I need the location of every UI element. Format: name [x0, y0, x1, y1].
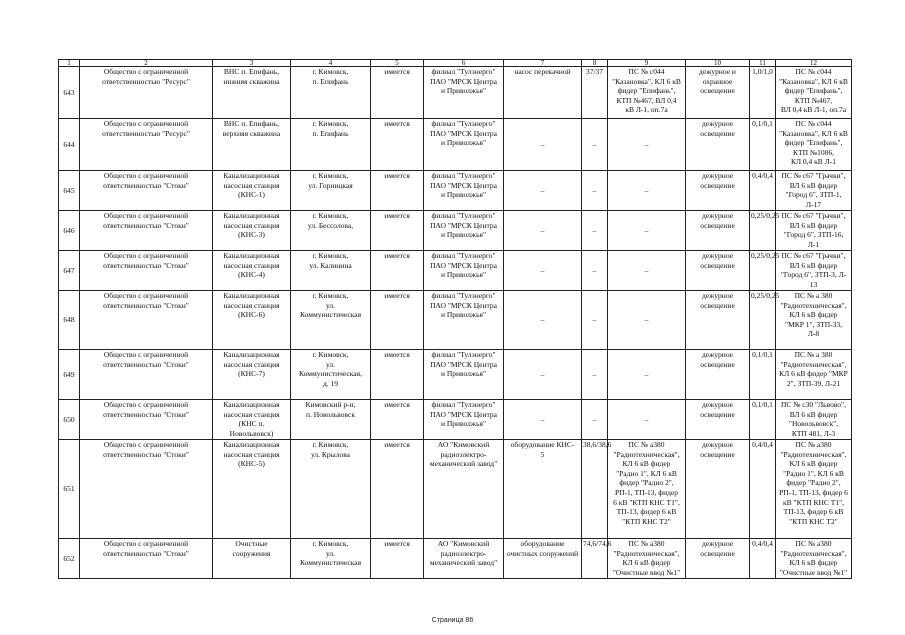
availability-cell: имеется: [371, 251, 424, 291]
address-cell: г. Кимовск, ул. Коммунистическая: [291, 539, 371, 579]
column-number-4: 4: [291, 60, 371, 67]
equipment-cell: –: [504, 119, 582, 171]
lighting-cell: дежурное освещение: [686, 350, 750, 400]
object-cell: Канализационная насосная станция (КНС-4): [213, 251, 291, 291]
supply-source-cell: –: [608, 119, 686, 171]
lighting-power-cell: 1,0/1,0: [750, 67, 776, 119]
row-number: 643: [59, 67, 80, 119]
table-row: [59, 171, 852, 211]
availability-cell: имеется: [371, 291, 424, 350]
supplier-cell: филиал "Тулэнерго" ПАО "МРСК Центра и Приволжья": [424, 350, 504, 400]
row-number: 644: [59, 119, 80, 171]
table-row: [59, 291, 852, 350]
address-cell: г. Кимовск, ул. Коммунистическая: [291, 291, 371, 350]
availability-cell: имеется: [371, 211, 424, 251]
organization-cell: Общество с ограниченной ответственностью "Стоки": [80, 251, 213, 291]
register-table: [58, 59, 852, 579]
column-number-1: 1: [59, 60, 80, 67]
lighting-cell: дежурное освещение: [686, 251, 750, 291]
equipment-cell: –: [504, 211, 582, 251]
table-row: [59, 67, 852, 119]
organization-cell: Общество с ограниченной ответственностью "Стоки": [80, 539, 213, 579]
row-number: 649: [59, 350, 80, 400]
row-number: 646: [59, 211, 80, 251]
equipment-cell: оборудование КНС- 5: [504, 440, 582, 539]
availability-cell: имеется: [371, 67, 424, 119]
organization-cell: Общество с ограниченной ответственностью "Стоки": [80, 350, 213, 400]
lighting-power-cell: 0,4/0,4: [750, 539, 776, 579]
supplier-cell: филиал "Тулэнерго" ПАО "МРСК Центра и Приволжья": [424, 291, 504, 350]
equipment-cell: –: [504, 350, 582, 400]
table-row: [59, 119, 852, 171]
power-cell: –: [582, 350, 608, 400]
supply-source-cell: ПС № а380 "Радиотехническая", КЛ 6 кВ фидер "Радио 1", КЛ 6 кВ фидер "Радио 2", РП-1, ТП-13, фидер 6 кВ "КТП КНС Т1", ТП-13, фидер 6 кВ "КТП КНС Т2": [608, 440, 686, 539]
address-cell: г. Кимовск, ул. Крылова: [291, 440, 371, 539]
table-row: [59, 350, 852, 400]
lighting-power-cell: 0,4/0,4: [750, 440, 776, 539]
address-cell: г. Кимовск, ул. Коммунистическая, д. 19: [291, 350, 371, 400]
lighting-source-cell: ПС № а380 "Радиотехническая", КЛ 6 кВ фидер "Очистные ввод №1": [776, 539, 852, 579]
lighting-source-cell: ПС № с67 "Грачки", ВЛ 6 кВ фидер "Город 6", ЗТП-16, Л-1: [776, 211, 852, 251]
object-cell: Канализационная насосная станция (КНС-5): [213, 440, 291, 539]
object-cell: Канализационная насосная станция (КНС-3): [213, 211, 291, 251]
lighting-source-cell: ПС № а 380 "Радиотехническая", КЛ 6 кВ фидер "МКР 2", ЗТП-39, Л-21: [776, 350, 852, 400]
lighting-cell: дежурное освещение: [686, 291, 750, 350]
power-cell: 74,6/74,6: [582, 539, 608, 579]
column-number-2: 2: [80, 60, 213, 67]
power-cell: –: [582, 211, 608, 251]
address-cell: г. Кимовск, п. Епифань: [291, 119, 371, 171]
organization-cell: Общество с ограниченной ответственностью "Стоки": [80, 440, 213, 539]
table-row: [59, 440, 852, 539]
organization-cell: Общество с ограниченной ответственностью "Стоки": [80, 211, 213, 251]
supplier-cell: филиал "Тулэнерго" ПАО "МРСК Центра и Приволжья": [424, 251, 504, 291]
column-number-6: 6: [424, 60, 504, 67]
equipment-cell: –: [504, 400, 582, 440]
row-number: 652: [59, 539, 80, 579]
row-number: 645: [59, 171, 80, 211]
lighting-cell: дежурное освещение: [686, 440, 750, 539]
address-cell: г. Кимовск, ул. Бессолова,: [291, 211, 371, 251]
object-cell: Канализационная насосная станция (КНС-1): [213, 171, 291, 211]
object-cell: Канализационная насосная станция (КНС-7): [213, 350, 291, 400]
supply-source-cell: –: [608, 291, 686, 350]
lighting-power-cell: 0,4/0,4: [750, 171, 776, 211]
object-cell: Канализационная насосная станция (КНС-6): [213, 291, 291, 350]
supplier-cell: филиал "Тулэнерго" ПАО "МРСК Центра и Приволжья": [424, 171, 504, 211]
lighting-source-cell: ПС № а 380 "Радиотехническая", КЛ 6 кВ фидер "МКР 1", ЗТП-33, Л-8: [776, 291, 852, 350]
page-number: Страница 86: [431, 617, 474, 624]
lighting-cell: дежурное и охранное освещение: [686, 67, 750, 119]
address-cell: г. Кимовск, ул. Горницкая: [291, 171, 371, 211]
object-cell: Очистные сооружения: [213, 539, 291, 579]
lighting-source-cell: ПС № с044 "Казановка", КЛ 6 кВ фидер "Епифань", КТП №1086, КЛ 0,4 кВ Л-1: [776, 119, 852, 171]
availability-cell: имеется: [371, 539, 424, 579]
column-number-5: 5: [371, 60, 424, 67]
lighting-source-cell: ПС № с67 "Грачки", ВЛ 6 кВ фидер "Город 6", ЗТП-3, Л- 13: [776, 251, 852, 291]
equipment-cell: оборудование очистных сооружений: [504, 539, 582, 579]
column-number-11: 11: [750, 60, 776, 67]
lighting-source-cell: ПС № с044 "Казановка", КЛ 6 кВ фидер "Епифань", КТП №467, ВЛ 0,4 кВ Л-1, оп.7а: [776, 67, 852, 119]
supply-source-cell: –: [608, 350, 686, 400]
availability-cell: имеется: [371, 440, 424, 539]
supplier-cell: АО "Кимовский радиоэлектро- механический завод": [424, 440, 504, 539]
row-number: 650: [59, 400, 80, 440]
supplier-cell: АО "Кимовский радиоэлектро- механический завод": [424, 539, 504, 579]
supply-source-cell: –: [608, 211, 686, 251]
organization-cell: Общество с ограниченной ответственностью "Стоки": [80, 291, 213, 350]
lighting-source-cell: ПС № с67 "Грачки", ВЛ 6 кВ фидер "Город 6", ЗТП-1, Л-17: [776, 171, 852, 211]
availability-cell: имеется: [371, 119, 424, 171]
object-cell: Канализационная насосная станция (КНС п. Новольвовск): [213, 400, 291, 440]
lighting-power-cell: 0,1/0,1: [750, 400, 776, 440]
organization-cell: Общество с ограниченной ответственностью "Ресурс": [80, 119, 213, 171]
lighting-cell: дежурное освещение: [686, 171, 750, 211]
table-row: [59, 211, 852, 251]
equipment-cell: –: [504, 251, 582, 291]
power-cell: 38,6/38,6: [582, 440, 608, 539]
address-cell: г. Кимовск, ул. Калинина: [291, 251, 371, 291]
row-number: 647: [59, 251, 80, 291]
power-cell: –: [582, 251, 608, 291]
availability-cell: имеется: [371, 350, 424, 400]
table-row: [59, 400, 852, 440]
lighting-power-cell: 0,25/0,25: [750, 211, 776, 251]
object-cell: ВНС п. Епифань, верхняя скважина: [213, 119, 291, 171]
equipment-cell: –: [504, 291, 582, 350]
lighting-source-cell: ПС № с30 "Львово", ВЛ 6 кВ фидер "Новольвовск", КТП 481, Л-3: [776, 400, 852, 440]
supplier-cell: филиал "Тулэнерго" ПАО "МРСК Центра и Приволжья": [424, 67, 504, 119]
row-number: 651: [59, 440, 80, 539]
lighting-power-cell: 0,1/0,1: [750, 350, 776, 400]
lighting-source-cell: ПС № а380 "Радиотехническая", КЛ 6 кВ фидер "Радио 1", КЛ 6 кВ фидер "Радио 2", РП-1, ТП-13, фидер 6 кВ "КТП КНС Т1", ТП-13, фидер 6 кВ "КТП КНС Т2": [776, 440, 852, 539]
object-cell: ВНС п. Епифань, нижняя скважина: [213, 67, 291, 119]
lighting-power-cell: 0,1/0,1: [750, 119, 776, 171]
address-cell: Кимовский р-н, п. Новольвовск: [291, 400, 371, 440]
power-cell: 37/37: [582, 67, 608, 119]
column-number-10: 10: [686, 60, 750, 67]
organization-cell: Общество с ограниченной ответственностью "Стоки": [80, 400, 213, 440]
lighting-cell: дежурное освещение: [686, 400, 750, 440]
supply-source-cell: –: [608, 171, 686, 211]
table-row: [59, 539, 852, 579]
column-number-9: 9: [608, 60, 686, 67]
lighting-power-cell: 0,25/0,25: [750, 251, 776, 291]
column-number-12: 12: [776, 60, 852, 67]
power-cell: –: [582, 291, 608, 350]
equipment-cell: –: [504, 171, 582, 211]
column-number-8: 8: [582, 60, 608, 67]
availability-cell: имеется: [371, 171, 424, 211]
supply-source-cell: ПС № с044 "Казановка", КЛ 6 кВ фидер "Епифань", КТП №467, ВЛ 0,4 кВ Л-1, оп.7а: [608, 67, 686, 119]
power-cell: –: [582, 171, 608, 211]
power-cell: –: [582, 119, 608, 171]
supply-source-cell: –: [608, 251, 686, 291]
row-number: 648: [59, 291, 80, 350]
organization-cell: Общество с ограниченной ответственностью "Стоки": [80, 171, 213, 211]
supplier-cell: филиал "Тулэнерго" ПАО "МРСК Центра и Приволжья": [424, 119, 504, 171]
supplier-cell: филиал "Тулэнерго" ПАО "МРСК Центра и Приволжья": [424, 211, 504, 251]
lighting-power-cell: 0,25/0,25: [750, 291, 776, 350]
table-row: [59, 251, 852, 291]
availability-cell: имеется: [371, 400, 424, 440]
supply-source-cell: –: [608, 400, 686, 440]
organization-cell: Общество с ограниченной ответственностью "Ресурс": [80, 67, 213, 119]
supplier-cell: филиал "Тулэнерго" ПАО "МРСК Центра и Приволжья": [424, 400, 504, 440]
supply-source-cell: ПС № а380 "Радиотехническая", КЛ 6 кВ фидер "Очистные ввод №1": [608, 539, 686, 579]
address-cell: г. Кимовск, п. Епифань: [291, 67, 371, 119]
equipment-cell: насос перекачной: [504, 67, 582, 119]
lighting-cell: дежурное освещение: [686, 211, 750, 251]
column-number-7: 7: [504, 60, 582, 67]
power-cell: –: [582, 400, 608, 440]
lighting-cell: дежурное освещение: [686, 119, 750, 171]
header-row: [59, 60, 852, 67]
lighting-cell: дежурное освещение: [686, 539, 750, 579]
column-number-3: 3: [213, 60, 291, 67]
